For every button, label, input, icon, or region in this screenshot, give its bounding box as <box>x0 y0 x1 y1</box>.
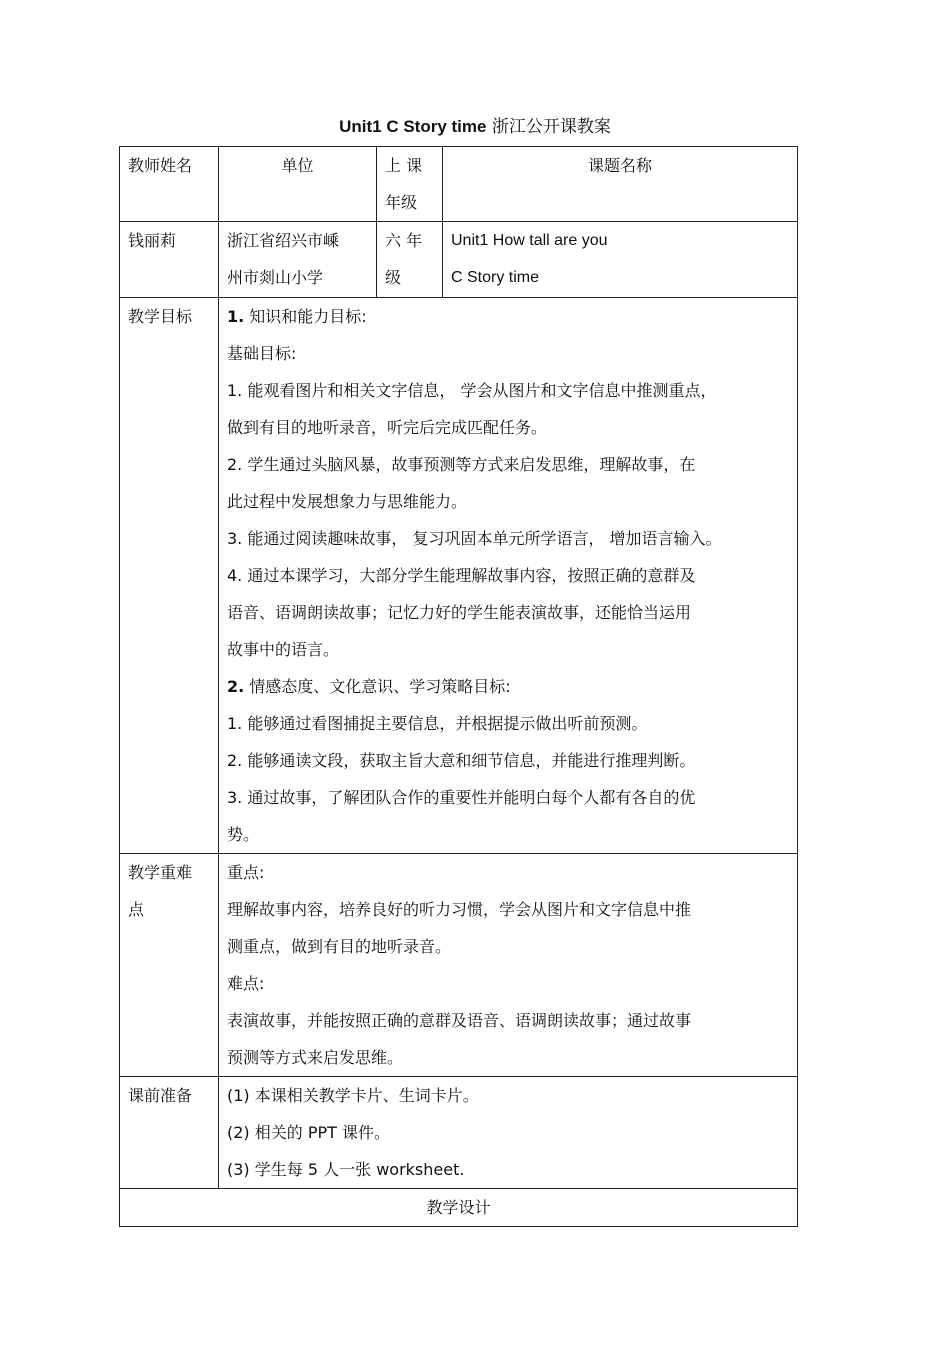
objective-line <box>227 298 789 335</box>
preparation-line: (2) 相关的 PPT 课件。 <box>227 1123 390 1142</box>
title-chinese: 浙江公开课教案 <box>491 117 611 137</box>
objective-section-number: 1. <box>227 307 245 326</box>
key-point-line: 难点: <box>227 974 265 993</box>
preparation-line: (3) 学生每 5 人一张 worksheet. <box>227 1160 465 1179</box>
objective-line <box>227 816 789 853</box>
grade-header <box>377 147 443 222</box>
objective-line <box>227 557 789 594</box>
preparation-label: 课前准备 <box>128 1086 193 1105</box>
objective-line <box>227 631 789 668</box>
preparation-content-cell <box>219 1077 798 1189</box>
objective-line <box>227 483 789 520</box>
objective-line-text: 情感态度、文化意识、学习策略目标: <box>244 677 511 696</box>
key-point-line: 预测等方式来启发思维。 <box>227 1048 404 1067</box>
key-points-label-line-1: 教学重难 <box>128 863 193 882</box>
grade-line-1: 六 年 <box>385 231 423 250</box>
unit-header <box>219 147 377 222</box>
objective-line-text: 基础目标: <box>227 344 297 363</box>
objective-line <box>227 520 789 557</box>
school-line-1: 浙江省绍兴市嵊 <box>227 231 340 250</box>
objective-line-text: 2. 学生通过头脑风暴，故事预测等方式来启发思维，理解故事，在 <box>227 455 696 474</box>
objectives-content-cell <box>219 298 798 854</box>
objective-line <box>227 705 789 742</box>
topic-header <box>443 147 798 222</box>
key-points-label-cell <box>120 854 219 1077</box>
key-point-line: 测重点，做到有目的地听录音。 <box>227 937 452 956</box>
objective-line-text: 4. 通过本课学习，大部分学生能理解故事内容，按照正确的意群及 <box>227 566 696 585</box>
key-point-line: 重点: <box>227 863 265 882</box>
objective-line <box>227 409 789 446</box>
info-row <box>120 222 798 298</box>
grade-cell <box>377 222 443 298</box>
grade-line-2: 级 <box>385 268 402 287</box>
school-cell <box>219 222 377 298</box>
objective-line <box>227 335 789 372</box>
objective-line-text: 语音、语调朗读故事；记忆力好的学生能表演故事，还能恰当运用 <box>227 603 692 622</box>
teacher-name-header <box>120 147 219 222</box>
key-points-label-line-2: 点 <box>128 900 145 919</box>
grade-header-line-2: 年级 <box>385 193 418 212</box>
design-header-text: 教学设计 <box>426 1198 491 1217</box>
grade-header-line-1: 上 课 <box>385 156 423 175</box>
objective-line-text: 3. 通过故事，了解团队合作的重要性并能明白每个人都有各自的优 <box>227 788 696 807</box>
objective-line-text: 做到有目的地听录音，听完后完成匹配任务。 <box>227 418 548 437</box>
teacher-name-cell <box>120 222 219 298</box>
design-row <box>120 1189 798 1227</box>
key-point-line: 表演故事，并能按照正确的意群及语音、语调朗读故事；通过故事 <box>227 1011 692 1030</box>
topic-header-text: 课题名称 <box>587 156 652 175</box>
design-header-cell <box>120 1189 798 1227</box>
key-points-row <box>120 854 798 1077</box>
objective-line-text: 1. 能够通过看图捕捉主要信息，并根据提示做出听前预测。 <box>227 714 648 733</box>
objective-line-text: 此过程中发展想象力与思维能力。 <box>227 492 468 511</box>
topic-line-1: Unit1 How tall are you <box>451 232 608 249</box>
key-points-content-cell <box>219 854 798 1077</box>
objective-line <box>227 372 789 409</box>
lesson-plan-table <box>119 146 798 1227</box>
objective-line-text: 3. 能通过阅读趣味故事， 复习巩固本单元所学语言， 增加语言输入。 <box>227 529 722 548</box>
school-line-2: 州市剡山小学 <box>227 268 324 287</box>
key-point-line: 理解故事内容，培养良好的听力习惯，学会从图片和文字信息中推 <box>227 900 692 919</box>
teacher-name-value: 钱丽莉 <box>128 231 177 250</box>
teacher-name-header-text: 教师姓名 <box>128 156 193 175</box>
objectives-row <box>120 298 798 854</box>
unit-header-text: 单位 <box>281 156 314 175</box>
objective-line <box>227 668 789 705</box>
preparation-label-cell <box>120 1077 219 1189</box>
objective-line-text: 故事中的语言。 <box>227 640 340 659</box>
objectives-label: 教学目标 <box>128 307 193 326</box>
objective-line-text: 知识和能力目标: <box>244 307 367 326</box>
objectives-label-cell <box>120 298 219 854</box>
objective-line <box>227 594 789 631</box>
objective-section-number: 2. <box>227 677 245 696</box>
document-title <box>0 116 950 138</box>
objective-line-text: 2. 能够通读文段，获取主旨大意和细节信息，并能进行推理判断。 <box>227 751 696 770</box>
title-english: Unit1 C Story time <box>339 117 487 136</box>
topic-line-2: C Story time <box>451 269 540 286</box>
objective-line <box>227 446 789 483</box>
objective-line <box>227 779 789 816</box>
preparation-line: (1) 本课相关教学卡片、生词卡片。 <box>227 1086 479 1105</box>
objective-line-text: 1. 能观看图片和相关文字信息， 学会从图片和文字信息中推测重点， <box>227 381 717 400</box>
header-row <box>120 147 798 222</box>
topic-cell <box>443 222 798 298</box>
objective-line-text: 势。 <box>227 825 260 844</box>
objective-line <box>227 742 789 779</box>
preparation-row <box>120 1077 798 1189</box>
